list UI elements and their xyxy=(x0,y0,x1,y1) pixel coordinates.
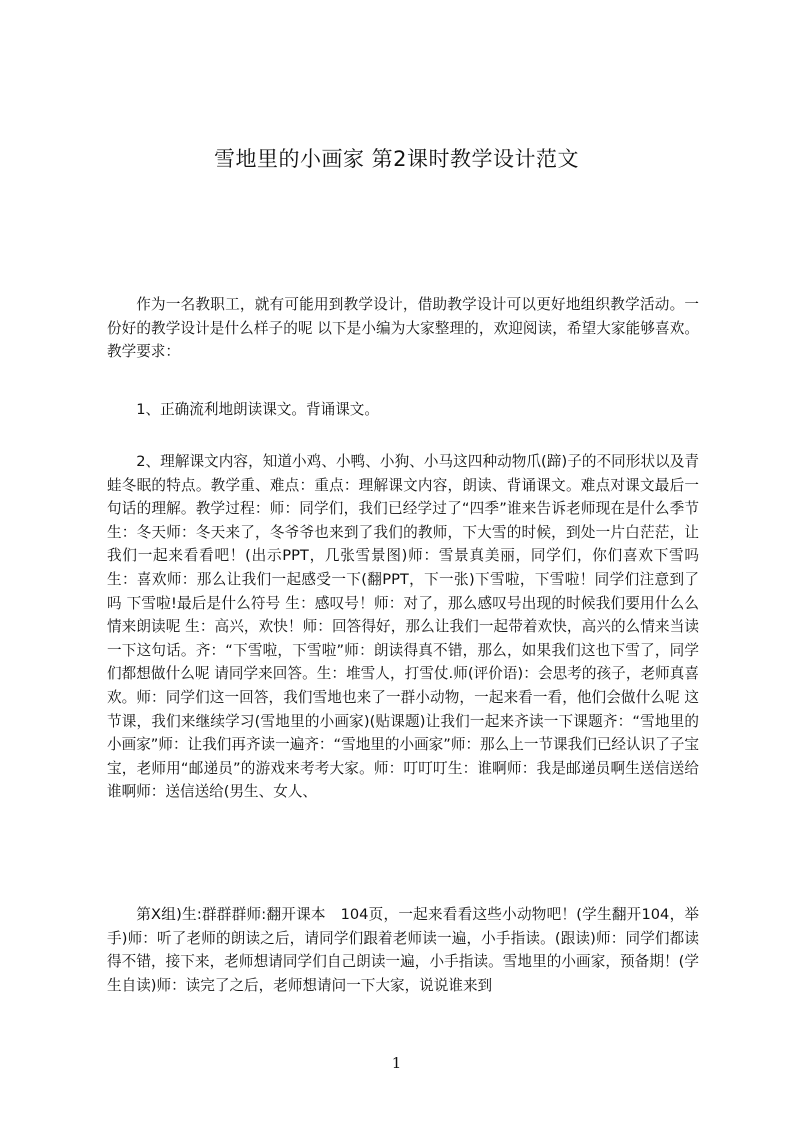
page-number: 1 xyxy=(391,1054,402,1072)
requirement-2-paragraph: 2、理解课文内容，知道小鸡、小鸭、小狗、小马这四种动物爪(蹄)子的不同形状以及青蛙冬眠的特点。教学重、难点：重点：理解课文内容，朗读、背诵课文。难点对课文最后一句话的理解。教学过程：师：同学们，我们已经学过了“四季”谁来告诉老师现在是什么季节 生：冬天师：冬天来了，冬爷爷也来到了我们的教师，下大雪的时候，到处一片白茫茫，让我们一起来看看吧！(出示PPT，几张雪景图)师：雪景真美丽，同学们，你们喜欢下雪吗 生：喜欢师：那么让我们一起感受一下(翻PPT，下一张)下雪啦，下雪啦！同学们注意到了吗 下雪啦!最后是什么符号 生：感叹号！师：对了，那么感叹号出现的时候我们要用什么么情来朗读呢 生：高兴，欢快！师：回答得好，那么让我们一起带着欢快，高兴的么情来当读一下这句话。齐：“下雪啦，下雪啦”师：朗读得真不错，那么，如果我们这也下雪了，同学们都想做什么呢 请同学来回答。生：堆雪人，打雪仗.师(评价语)：会思考的孩子，老师真喜欢。师：同学们这一回答，我们雪地也来了一群小动物，一起来看一看，他们会做什么呢 这节课，我们来继续学习(雪地里的小画家)(贴课题)让我们一起来齐读一下课题齐：“雪地里的小画家”师：让我们再齐读一遍齐：“雪地里的小画家”师：那么上一节课我们已经认识了子宝宝，老师用“邮递员”的游戏来考考大家。师：叮叮叮生：谁啊师：我是邮递员啊生送信送给谁啊师：送信送给(男生、女人、 xyxy=(107,453,699,801)
requirement-1-paragraph: 1、正确流利地朗读课文。背诵课文。 xyxy=(136,401,379,418)
intro-paragraph: 作为一名教职工，就有可能用到教学设计，借助教学设计可以更好地组织教学活动。一份好的教学设计是什么样子的呢 以下是小编为大家整理的，欢迎阅读，希望大家能够喜欢。教学要求： xyxy=(107,296,699,361)
page-title: 雪地里的小画家 第2课时教学设计范文 xyxy=(213,147,580,171)
continuation-paragraph: 第X组)生:群群群师:翻开课本 104页，一起来看看这些小动物吧！(学生翻开104，举手)师：听了老师的朗读之后，请同学们跟着老师读一遍，小手指读。(跟读)师：同学们都读得不错，接下来，老师想请同学们自己朗读一遍，小手指读。雪地里的小画家，预备期！(学生自读)师：读完了之后，老师想请问一下大家，说说谁来到 xyxy=(107,906,699,994)
